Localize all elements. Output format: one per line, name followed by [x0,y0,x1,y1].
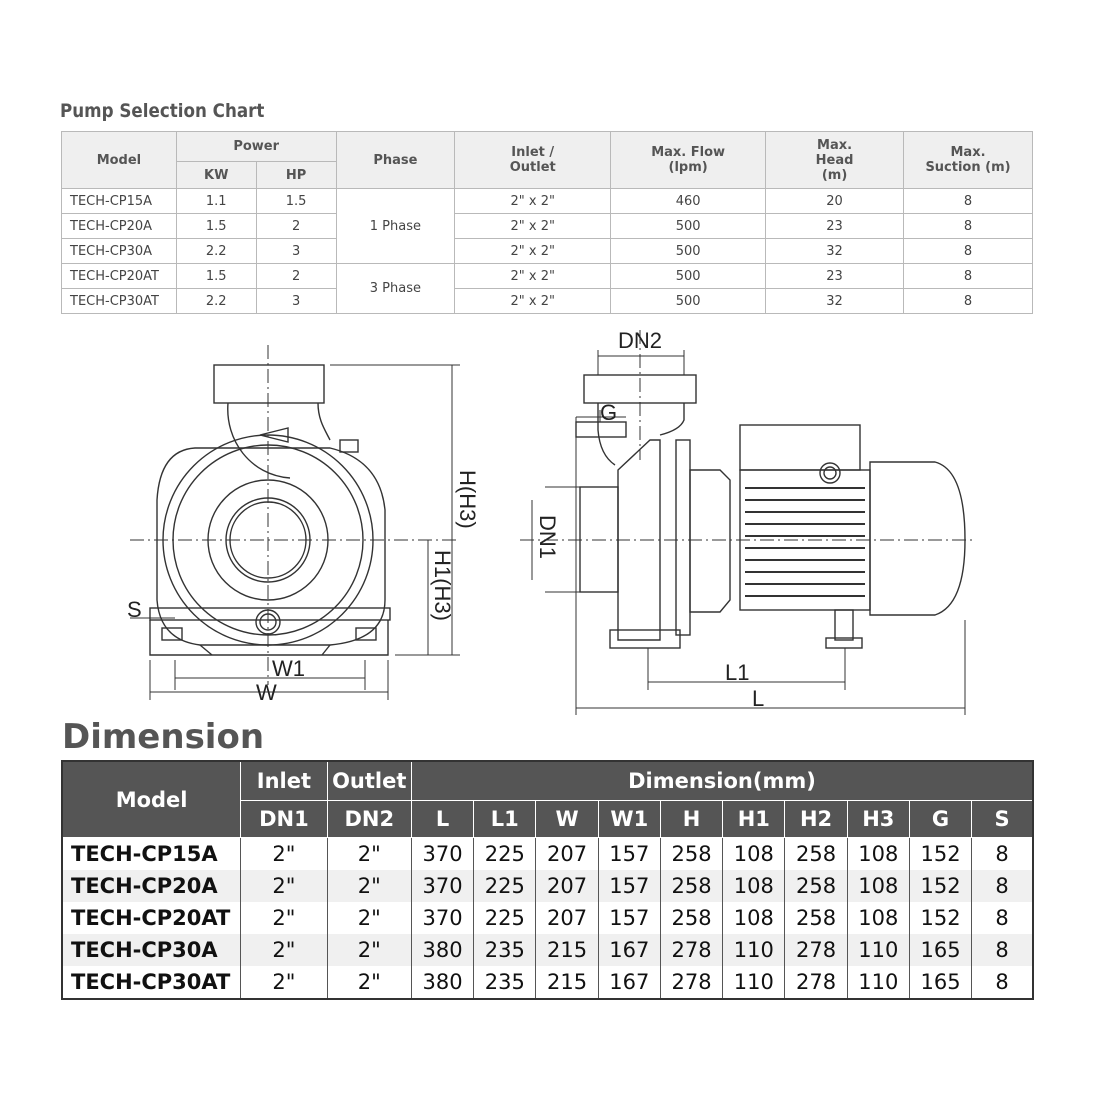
cell-g: 152 [909,838,971,871]
cell-dn1: 2" [241,902,327,934]
cell-kw: 2.2 [176,289,256,314]
cell-s: 8 [972,902,1033,934]
cell-l1: 235 [474,934,536,966]
dimension-table [61,760,1034,1000]
cell-kw: 1.5 [176,214,256,239]
cell-w: 207 [536,838,598,871]
header-w1: W1 [598,801,660,838]
cell-inlet-outlet: 2" x 2" [455,214,611,239]
cell-h2: 258 [785,838,847,871]
cell-h2: 278 [785,966,847,999]
cell-h: 278 [660,966,722,999]
header-outlet: Outlet [327,761,411,801]
cell-max-head: 23 [766,214,904,239]
header-phase: Phase [336,132,455,189]
header-max-flow: Max. Flow (lpm) [611,132,766,189]
header-w: W [536,801,598,838]
cell-w1: 157 [598,838,660,871]
cell-h2: 258 [785,902,847,934]
cell-h: 258 [660,838,722,871]
table-row [62,239,1033,264]
label-l1: L1 [725,660,750,685]
cell-h1: 110 [723,966,785,999]
label-l: L [752,686,765,711]
cell-l: 380 [411,934,473,966]
cell-h1: 110 [723,934,785,966]
cell-max-head: 20 [766,189,904,214]
cell-hp: 3 [256,239,336,264]
cell-h1: 108 [723,870,785,902]
label-w1: W1 [272,656,305,681]
cell-inlet-outlet: 2" x 2" [455,239,611,264]
cell-h3: 108 [847,902,909,934]
cell-l1: 225 [474,902,536,934]
cell-model: TECH-CP30A [62,934,241,966]
cell-dn2: 2" [327,870,411,902]
cell-w: 207 [536,902,598,934]
cell-l: 370 [411,902,473,934]
cell-h2: 258 [785,870,847,902]
cell-max-suction: 8 [904,289,1033,314]
cell-max-head: 32 [766,289,904,314]
dimension-title: Dimension [62,717,265,757]
cell-l1: 225 [474,838,536,871]
cell-l1: 235 [474,966,536,999]
cell-l: 370 [411,870,473,902]
cell-h3: 108 [847,870,909,902]
header-kw: KW [176,162,256,189]
cell-h: 258 [660,902,722,934]
cell-max-flow: 460 [611,189,766,214]
cell-model: TECH-CP15A [62,189,177,214]
pump-dimension-drawing [0,320,1100,720]
cell-max-head: 23 [766,264,904,289]
cell-max-suction: 8 [904,214,1033,239]
cell-h1: 108 [723,838,785,871]
header-model: Model [62,132,177,189]
table-row [62,289,1033,314]
table-row [62,966,1033,999]
cell-h3: 110 [847,966,909,999]
cell-dn1: 2" [241,870,327,902]
cell-h3: 110 [847,934,909,966]
cell-dn2: 2" [327,838,411,871]
cell-h: 258 [660,870,722,902]
header-h: H [660,801,722,838]
pump-selection-table [61,131,1033,314]
cell-max-flow: 500 [611,289,766,314]
cell-dn2: 2" [327,966,411,999]
cell-s: 8 [972,934,1033,966]
cell-phase: 3 Phase [336,264,455,314]
header-inlet-outlet: Inlet / Outlet [455,132,611,189]
cell-kw: 1.1 [176,189,256,214]
header-inlet: Inlet [241,761,327,801]
cell-model: TECH-CP20AT [62,264,177,289]
cell-max-head: 32 [766,239,904,264]
cell-w: 207 [536,870,598,902]
cell-model: TECH-CP30A [62,239,177,264]
cell-g: 152 [909,902,971,934]
header-dimension: Dimension(mm) [411,761,1033,801]
cell-model: TECH-CP30AT [62,289,177,314]
table-row [62,189,1033,214]
cell-hp: 3 [256,289,336,314]
header-max-suction: Max. Suction (m) [904,132,1033,189]
cell-dn2: 2" [327,934,411,966]
table-row [62,264,1033,289]
cell-w1: 167 [598,966,660,999]
cell-kw: 1.5 [176,264,256,289]
table-row [62,934,1033,966]
cell-dn1: 2" [241,934,327,966]
cell-max-suction: 8 [904,264,1033,289]
cell-g: 165 [909,966,971,999]
cell-l: 380 [411,966,473,999]
label-w: W [256,680,277,705]
cell-max-flow: 500 [611,214,766,239]
cell-w1: 157 [598,902,660,934]
cell-model: TECH-CP15A [62,838,241,871]
table-row [62,838,1033,871]
label-dn1: DN1 [535,515,560,560]
cell-max-suction: 8 [904,189,1033,214]
cell-g: 152 [909,870,971,902]
cell-phase: 1 Phase [336,189,455,264]
cell-w1: 167 [598,934,660,966]
cell-model: TECH-CP20A [62,870,241,902]
label-h-h3: H(H3) [455,470,480,529]
header-hp: HP [256,162,336,189]
cell-kw: 2.2 [176,239,256,264]
cell-dn1: 2" [241,838,327,871]
cell-h1: 108 [723,902,785,934]
cell-model: TECH-CP20AT [62,902,241,934]
header-h2: H2 [785,801,847,838]
cell-inlet-outlet: 2" x 2" [455,189,611,214]
cell-w: 215 [536,966,598,999]
cell-hp: 2 [256,214,336,239]
label-dn2: DN2 [618,328,663,353]
cell-model: TECH-CP30AT [62,966,241,999]
header-dn2: DN2 [327,801,411,838]
cell-hp: 1.5 [256,189,336,214]
header-dn1: DN1 [241,801,327,838]
table-row [62,214,1033,239]
label-g: G [600,400,618,425]
cell-s: 8 [972,870,1033,902]
cell-s: 8 [972,838,1033,871]
cell-s: 8 [972,966,1033,999]
cell-h: 278 [660,934,722,966]
header-l1: L1 [474,801,536,838]
header-h1: H1 [723,801,785,838]
cell-h2: 278 [785,934,847,966]
cell-max-suction: 8 [904,239,1033,264]
cell-inlet-outlet: 2" x 2" [455,264,611,289]
cell-dn2: 2" [327,902,411,934]
header-l: L [411,801,473,838]
header-power: Power [176,132,336,162]
cell-w: 215 [536,934,598,966]
cell-l1: 225 [474,870,536,902]
cell-max-flow: 500 [611,264,766,289]
cell-hp: 2 [256,264,336,289]
header-g: G [909,801,971,838]
front-view [130,345,460,700]
cell-inlet-outlet: 2" x 2" [455,289,611,314]
header-s: S [972,801,1033,838]
table-row [62,902,1033,934]
cell-max-flow: 500 [611,239,766,264]
header-model: Model [62,761,241,838]
selection-chart-title: Pump Selection Chart [60,100,265,122]
cell-dn1: 2" [241,966,327,999]
cell-model: TECH-CP20A [62,214,177,239]
label-h1-h3: H1(H3) [430,550,455,621]
cell-g: 165 [909,934,971,966]
header-max-head: Max. Head (m) [766,132,904,189]
label-s: S [127,597,142,622]
header-h3: H3 [847,801,909,838]
table-row [62,870,1033,902]
cell-w1: 157 [598,870,660,902]
side-view [520,330,975,715]
cell-l: 370 [411,838,473,871]
cell-h3: 108 [847,838,909,871]
